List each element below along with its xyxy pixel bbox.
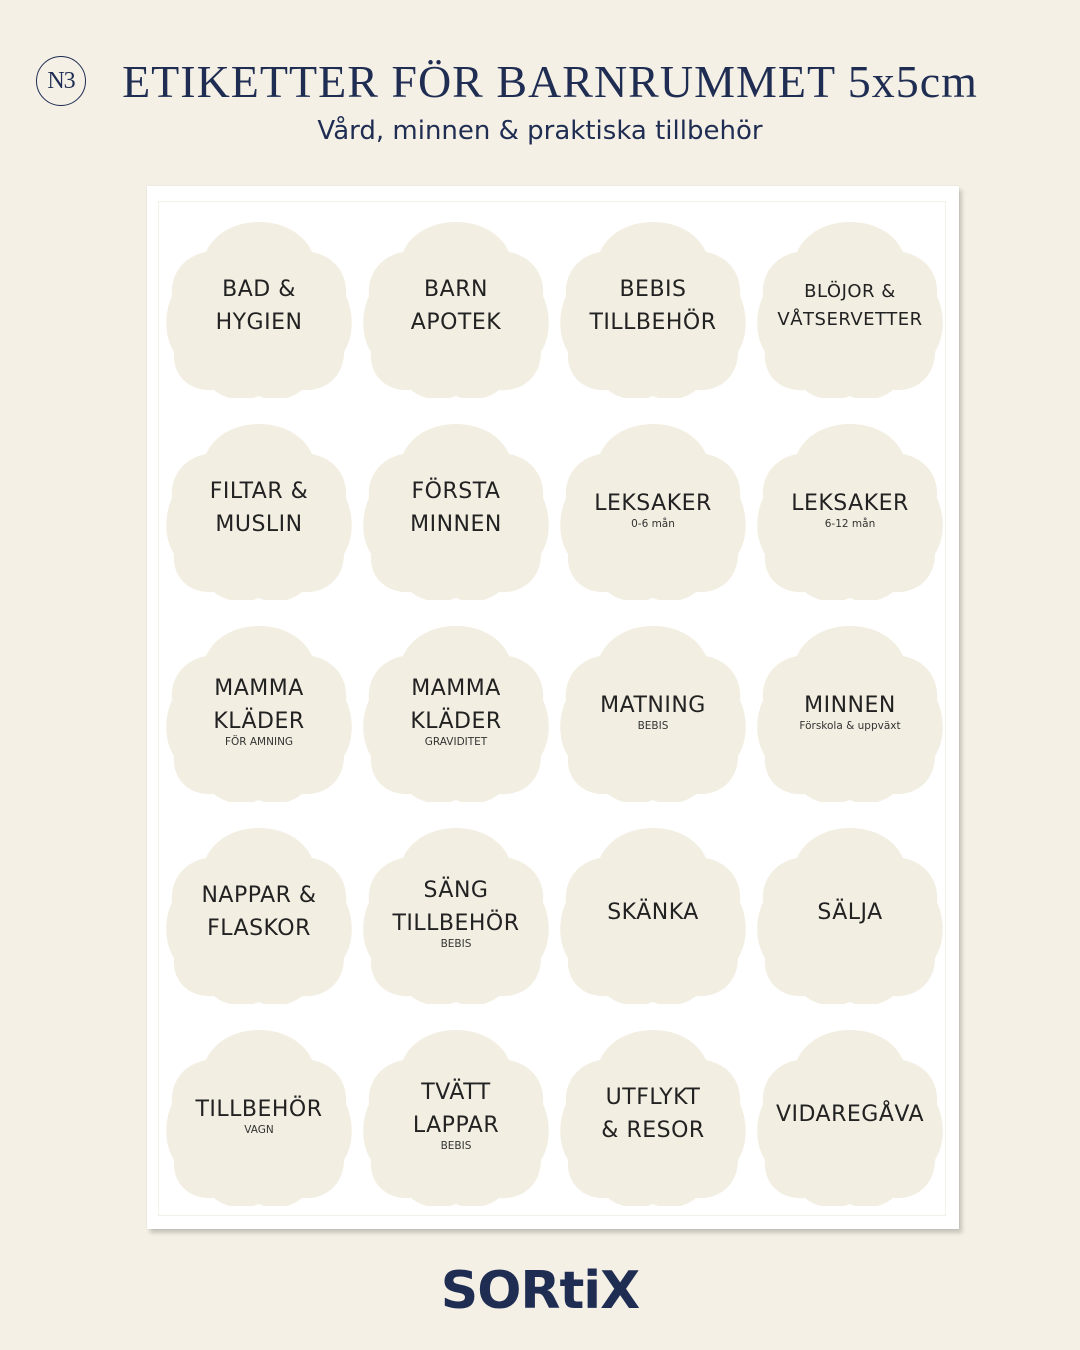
sticker-label-subtitle: 0-6 mån bbox=[631, 517, 675, 530]
sticker-label-title: VIDAREGÅVA bbox=[775, 1101, 925, 1127]
sticker-label-text bbox=[363, 214, 549, 398]
sticker-label-subtitle: VAGN bbox=[244, 1123, 274, 1136]
sticker-label-text bbox=[166, 416, 352, 600]
sticker-label-text bbox=[757, 618, 943, 802]
sticker-label-subtitle: Förskola & uppväxt bbox=[799, 719, 901, 732]
brand-logo: SORtiX bbox=[440, 1261, 640, 1321]
sticker-label bbox=[166, 1022, 352, 1206]
sticker-label-subtitle: BEBIS bbox=[440, 1140, 472, 1152]
sticker-label-text bbox=[560, 1022, 746, 1206]
sticker-label bbox=[363, 820, 549, 1004]
sticker-label-text bbox=[166, 820, 352, 1004]
sticker-label bbox=[757, 618, 943, 802]
label-sheet-inner bbox=[158, 201, 946, 1216]
sticker-label-subtitle: BEBIS bbox=[440, 938, 472, 950]
sticker-label bbox=[560, 214, 746, 398]
sticker-label-title: LEKSAKER bbox=[594, 490, 712, 516]
sticker-label bbox=[166, 416, 352, 600]
sticker-label-title: FÖRSTA MINNEN bbox=[410, 479, 502, 537]
page-title: ETIKETTER FÖR BARNRUMMET 5x5cm bbox=[122, 56, 978, 107]
sticker-label-title: MAMMA KLÄDER bbox=[410, 676, 502, 734]
sticker-label-title: BLÖJOR & VÅTSERVETTER bbox=[777, 281, 923, 330]
sticker-label bbox=[757, 214, 943, 398]
sticker-label-title: BAD & HYGIEN bbox=[215, 277, 303, 335]
sticker-label-text bbox=[166, 1022, 352, 1206]
sticker-label-text bbox=[757, 416, 943, 600]
sticker-label-text bbox=[757, 820, 943, 1004]
sticker-label-text bbox=[363, 416, 549, 600]
sticker-label-subtitle: GRAVIDITET bbox=[424, 736, 488, 748]
sticker-label-subtitle: BEBIS bbox=[637, 719, 669, 732]
sticker-label bbox=[363, 214, 549, 398]
sticker-label bbox=[757, 416, 943, 600]
sticker-label-title: MATNING bbox=[600, 692, 706, 718]
sticker-label-title: TVÄTT LAPPAR bbox=[412, 1080, 500, 1138]
sticker-label bbox=[166, 214, 352, 398]
sticker-label bbox=[363, 1022, 549, 1206]
sticker-label-title: LEKSAKER bbox=[791, 490, 909, 516]
sticker-label-text bbox=[560, 214, 746, 398]
sticker-label bbox=[757, 1022, 943, 1206]
sticker-label-text bbox=[757, 1022, 943, 1206]
sticker-label-text bbox=[560, 416, 746, 600]
sticker-label-text bbox=[363, 820, 549, 1004]
sticker-label-text bbox=[560, 820, 746, 1004]
sticker-label bbox=[560, 416, 746, 600]
sticker-label-title: BEBIS TILLBEHÖR bbox=[589, 277, 717, 335]
sticker-label bbox=[363, 416, 549, 600]
sticker-label bbox=[757, 820, 943, 1004]
sticker-label-text bbox=[757, 214, 943, 398]
sticker-label-subtitle: 6-12 mån bbox=[824, 517, 876, 530]
label-sheet bbox=[147, 186, 959, 1229]
sticker-label-text bbox=[166, 618, 352, 802]
sticker-label-title: SÄLJA bbox=[817, 899, 883, 925]
sticker-label-title: SÄNG TILLBEHÖR bbox=[392, 878, 520, 936]
sticker-label-title: BARN APOTEK bbox=[410, 277, 502, 335]
sticker-label bbox=[166, 820, 352, 1004]
sticker-label-title: UTFLYKT & RESOR bbox=[601, 1085, 705, 1143]
sticker-label-title: MAMMA KLÄDER bbox=[213, 676, 305, 734]
sticker-label bbox=[560, 1022, 746, 1206]
sticker-label-title: NAPPAR & FLASKOR bbox=[201, 883, 317, 941]
sticker-label-title: SKÄNKA bbox=[607, 899, 699, 925]
sticker-label bbox=[363, 618, 549, 802]
sticker-label bbox=[560, 820, 746, 1004]
sticker-label bbox=[166, 618, 352, 802]
sticker-label-text bbox=[166, 214, 352, 398]
sticker-label bbox=[560, 618, 746, 802]
sticker-label-text bbox=[363, 618, 549, 802]
sticker-label-subtitle: FÖR AMNING bbox=[224, 736, 294, 748]
sticker-label-title: FILTAR & MUSLIN bbox=[209, 479, 309, 537]
sticker-label-text bbox=[560, 618, 746, 802]
sticker-label-title: TILLBEHÖR bbox=[195, 1096, 323, 1122]
page-subtitle: Vård, minnen & praktiska tillbehör bbox=[317, 116, 763, 146]
sticker-label-text bbox=[363, 1022, 549, 1206]
section-number-badge: N3 bbox=[36, 56, 86, 106]
sticker-label-title: MINNEN bbox=[804, 692, 896, 718]
